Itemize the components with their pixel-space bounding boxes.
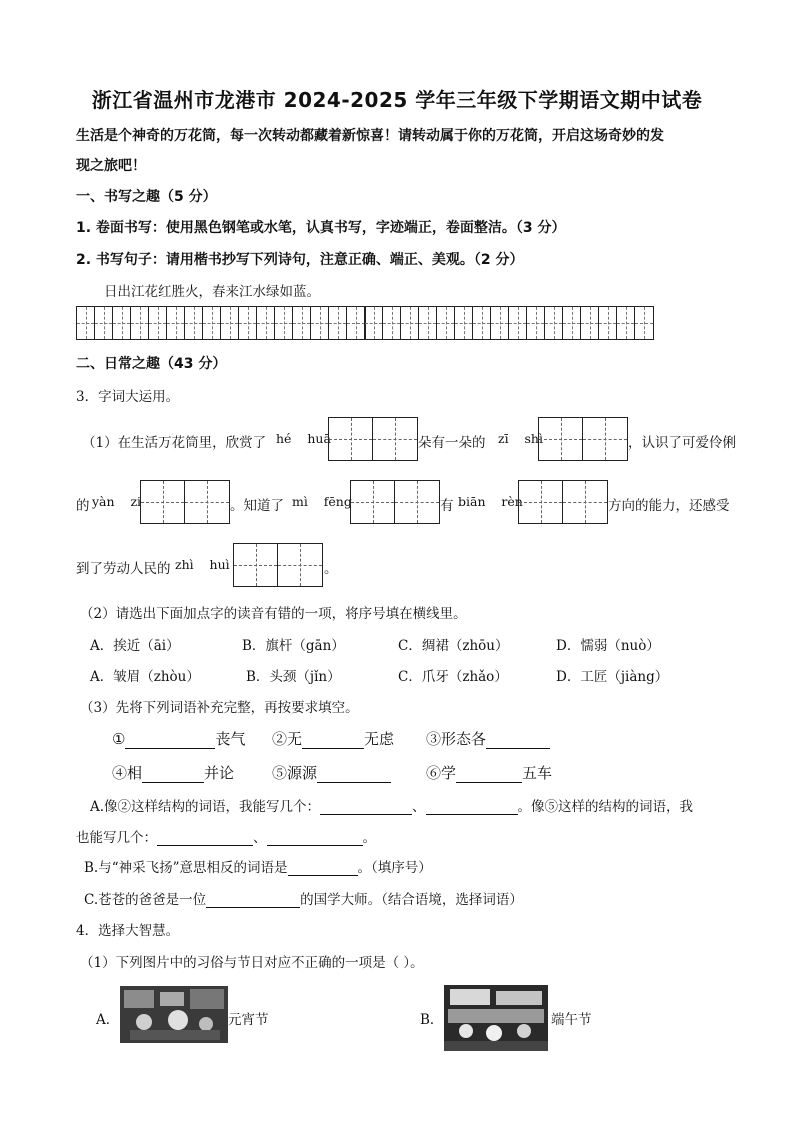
q4-option-b-letter[interactable]: B． — [420, 1012, 444, 1028]
q3-2-option[interactable]: D．懦弱（nuò） — [556, 638, 660, 654]
tianzi-box-yanzi[interactable] — [140, 480, 230, 524]
q3-1-text-i: 。 — [324, 561, 338, 577]
q4-option-a-label: 元宵节 — [228, 1012, 269, 1028]
word-5-blank[interactable] — [317, 782, 391, 783]
q3-2-option[interactable]: A．皱眉（zhòu） — [90, 669, 200, 685]
question-4-title: 4．选择大智慧。 — [76, 923, 180, 939]
pinyin-bianren: biān rèn — [458, 494, 523, 509]
dragon-boat-festival-image — [444, 985, 548, 1051]
word-5-prefix: ⑤源源 — [272, 764, 318, 782]
part-c-text: C.苍苍的爸爸是一位 — [84, 892, 207, 908]
writing-grid-left[interactable] — [76, 306, 366, 340]
period: 。 — [362, 830, 376, 846]
question-2: 2. 书写句子：请用楷书抄写下列诗句，注意正确、端正、美观。（2 分） — [76, 252, 524, 268]
pinyin-zishi: zī shì — [498, 431, 543, 446]
part-a-blank-1[interactable] — [320, 814, 412, 815]
word-4-prefix: ④相 — [112, 764, 143, 782]
word-1-blank[interactable] — [125, 748, 215, 749]
intro-line1: 生活是个神奇的万花筒，每一次转动都藏着新惊喜！请转动属于你的万花筒，开启这场奇妙的发 — [76, 128, 664, 144]
section2-heading: 二、日常之趣（43 分） — [76, 356, 227, 372]
tianzi-box-bianren[interactable] — [518, 480, 608, 524]
word-1-suffix: 丧气 — [215, 730, 246, 748]
part-a-text-2: 。像⑤这样的结构的词语，我 — [517, 799, 694, 815]
tianzi-box-hehua[interactable] — [328, 417, 418, 461]
q3-2-option[interactable]: C．爪牙（zhǎo） — [398, 669, 508, 685]
separator: 、 — [253, 830, 267, 846]
word-6-blank[interactable] — [456, 782, 522, 783]
q3-1-text-c: ，认识了可爱伶俐 — [628, 435, 736, 451]
part-a-text: A.像②这样结构的词语，我能写几个： — [90, 799, 321, 815]
q3-1-text-g: 方向的能力，还感受 — [608, 498, 730, 514]
question-1: 1. 卷面书写：使用黑色钢笔或水笔，认真书写，字迹端正，卷面整洁。（3 分） — [76, 220, 566, 236]
word-4-suffix: 并论 — [204, 764, 235, 782]
word-3-blank[interactable] — [486, 748, 550, 749]
pinyin-hehua: hé huā — [276, 431, 331, 446]
tianzi-box-zishi[interactable] — [538, 417, 628, 461]
page-title: 浙江省温州市龙港市 2024-2025 学年三年级下学期语文期中试卷 — [91, 88, 703, 112]
q3-2-option[interactable]: C．绸裙（zhōu） — [398, 638, 509, 654]
word-2-suffix: 无虑 — [364, 730, 395, 748]
tianzi-box-zhihui[interactable] — [233, 543, 323, 587]
part-c-blank[interactable] — [206, 907, 300, 908]
intro-line2: 现之旅吧！ — [76, 158, 146, 174]
part-a-text-3: 也能写几个： — [76, 830, 157, 846]
word-6-suffix: 五车 — [522, 764, 553, 782]
q3-2-option[interactable]: A．挨近（āi） — [90, 638, 180, 654]
word-6-prefix: ⑥学 — [426, 764, 457, 782]
q3-3-question: （3）先将下列词语补充完整，再按要求填空。 — [80, 700, 359, 716]
part-b-text-2: 。（填序号） — [357, 860, 432, 876]
q4-1-question: （1）下列图片中的习俗与节日对应不正确的一项是（ ）。 — [80, 955, 424, 971]
separator: 、 — [412, 799, 426, 815]
word-1-prefix: ① — [112, 730, 126, 748]
q3-1-text-d: 的 — [76, 498, 90, 514]
section1-heading: 一、书写之趣（5 分） — [76, 189, 217, 205]
pinyin-yanzi: yàn zi — [92, 494, 142, 509]
word-4-blank[interactable] — [142, 782, 204, 783]
part-a-blank-2[interactable] — [426, 814, 518, 815]
poem-text: 日出江花红胜火，春来江水绿如蓝。 — [104, 284, 320, 300]
pinyin-zhihui: zhì huì — [175, 557, 230, 572]
lantern-festival-image — [120, 986, 228, 1043]
q3-1-text-b: 朵有一朵的 — [418, 435, 486, 451]
word-3-prefix: ③形态各 — [426, 730, 487, 748]
part-b-blank[interactable] — [288, 875, 358, 876]
q3-1-text-e: 。知道了 — [230, 498, 284, 514]
q3-2-question: （2）请选出下面加点字的读音有错的一项，将序号填在横线里。 — [80, 606, 467, 622]
part-a-blank-3[interactable] — [157, 845, 253, 846]
part-c-text-2: 的国学大师。（结合语境，选择词语） — [300, 892, 523, 908]
q4-option-b-label: 端午节 — [551, 1012, 592, 1028]
q3-1-text-f: 有 — [440, 498, 454, 514]
q3-2-option[interactable]: D．工匠（jiàng） — [556, 669, 669, 685]
part-a-blank-4[interactable] — [267, 845, 363, 846]
part-b-text: B.与“神采飞扬”意思相反的词语是 — [84, 860, 288, 876]
q3-2-option[interactable]: B．头颈（jǐn） — [246, 669, 341, 685]
question-3-title: 3．字词大运用。 — [76, 389, 180, 405]
pinyin-mifeng: mì fēng — [292, 494, 352, 509]
q3-1-text-h: 到了劳动人民的 — [76, 561, 171, 577]
word-2-prefix: ②无 — [272, 730, 303, 748]
q3-1-text-a: （1）在生活万花筒里，欣赏了 — [82, 435, 267, 451]
q4-option-a-letter[interactable]: A． — [96, 1012, 120, 1028]
word-2-blank[interactable] — [302, 748, 364, 749]
q3-2-option[interactable]: B．旗杆（gān） — [242, 638, 345, 654]
tianzi-box-mifeng[interactable] — [350, 480, 440, 524]
writing-grid-right[interactable] — [364, 306, 654, 340]
